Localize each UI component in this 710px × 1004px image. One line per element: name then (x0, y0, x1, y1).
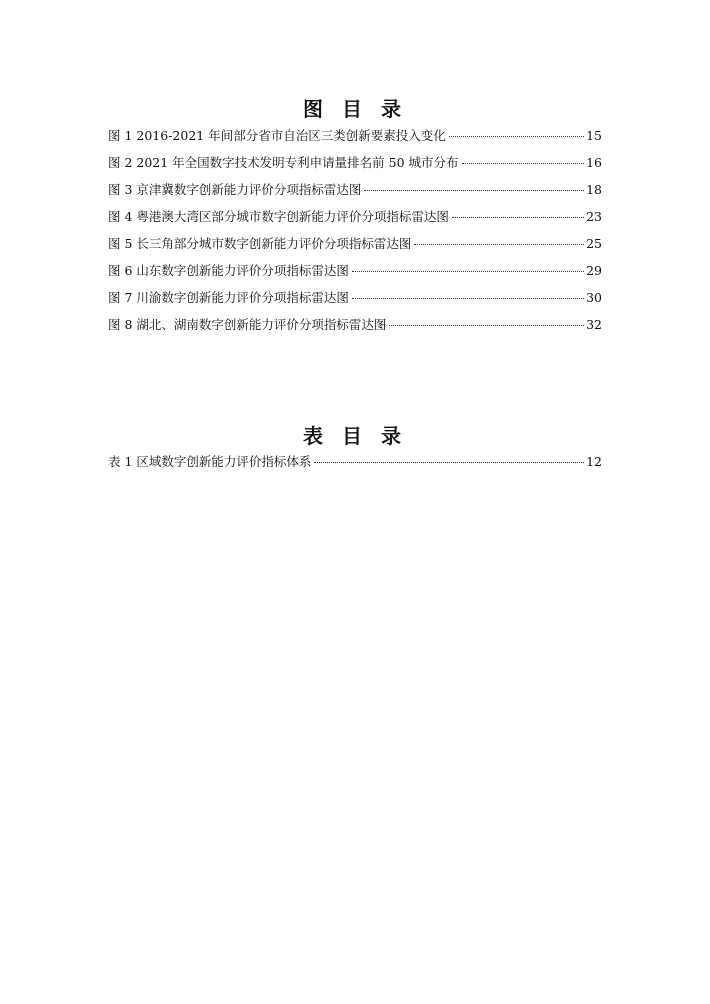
figure-list (108, 128, 602, 344)
toc-entry[interactable] (108, 317, 602, 344)
table-list (108, 454, 602, 481)
toc-entry-page: 15 (586, 128, 602, 143)
toc-entry-text: 图 3 京津冀数字创新能力评价分项指标雷达图 (108, 182, 362, 197)
toc-entry-page: 32 (586, 317, 602, 332)
toc-entry-page: 25 (586, 236, 602, 251)
dot-leader (364, 190, 584, 191)
table-list-title: 表 目 录 (303, 424, 407, 448)
toc-entry-page: 12 (586, 454, 602, 469)
toc-entry[interactable] (108, 263, 602, 290)
toc-entry-page: 29 (586, 263, 602, 278)
toc-entry-text: 图 7 川渝数字创新能力评价分项指标雷达图 (108, 290, 349, 305)
dot-leader (449, 136, 584, 137)
toc-entry[interactable] (108, 290, 602, 317)
toc-entry-page: 18 (586, 182, 602, 197)
toc-entry-text: 图 8 湖北、湖南数字创新能力评价分项指标雷达图 (108, 317, 387, 332)
toc-entry-text: 图 1 2016-2021 年间部分省市自治区三类创新要素投入变化 (108, 128, 446, 143)
dot-leader (414, 244, 584, 245)
toc-entry-text: 图 6 山东数字创新能力评价分项指标雷达图 (108, 263, 349, 278)
toc-entry[interactable] (108, 155, 602, 182)
toc-entry[interactable] (108, 236, 602, 263)
dot-leader (462, 163, 585, 164)
toc-entry[interactable] (108, 182, 602, 209)
figure-list-title: 图 目 录 (303, 97, 407, 121)
toc-entry[interactable] (108, 128, 602, 155)
dot-leader (352, 298, 584, 299)
toc-entry-page: 16 (586, 155, 602, 170)
toc-entry-page: 30 (586, 290, 602, 305)
toc-entry-text: 图 4 粤港澳大湾区部分城市数字创新能力评价分项指标雷达图 (108, 209, 449, 224)
toc-entry[interactable] (108, 454, 602, 481)
dot-leader (389, 325, 584, 326)
toc-entry[interactable] (108, 209, 602, 236)
toc-entry-text: 图 5 长三角部分城市数字创新能力评价分项指标雷达图 (108, 236, 412, 251)
dot-leader (352, 271, 584, 272)
toc-entry-text: 图 2 2021 年全国数字技术发明专利申请量排名前 50 城市分布 (108, 155, 459, 170)
dot-leader (314, 462, 584, 463)
dot-leader (452, 217, 584, 218)
toc-entry-page: 23 (586, 209, 602, 224)
toc-entry-text: 表 1 区域数字创新能力评价指标体系 (108, 454, 312, 469)
